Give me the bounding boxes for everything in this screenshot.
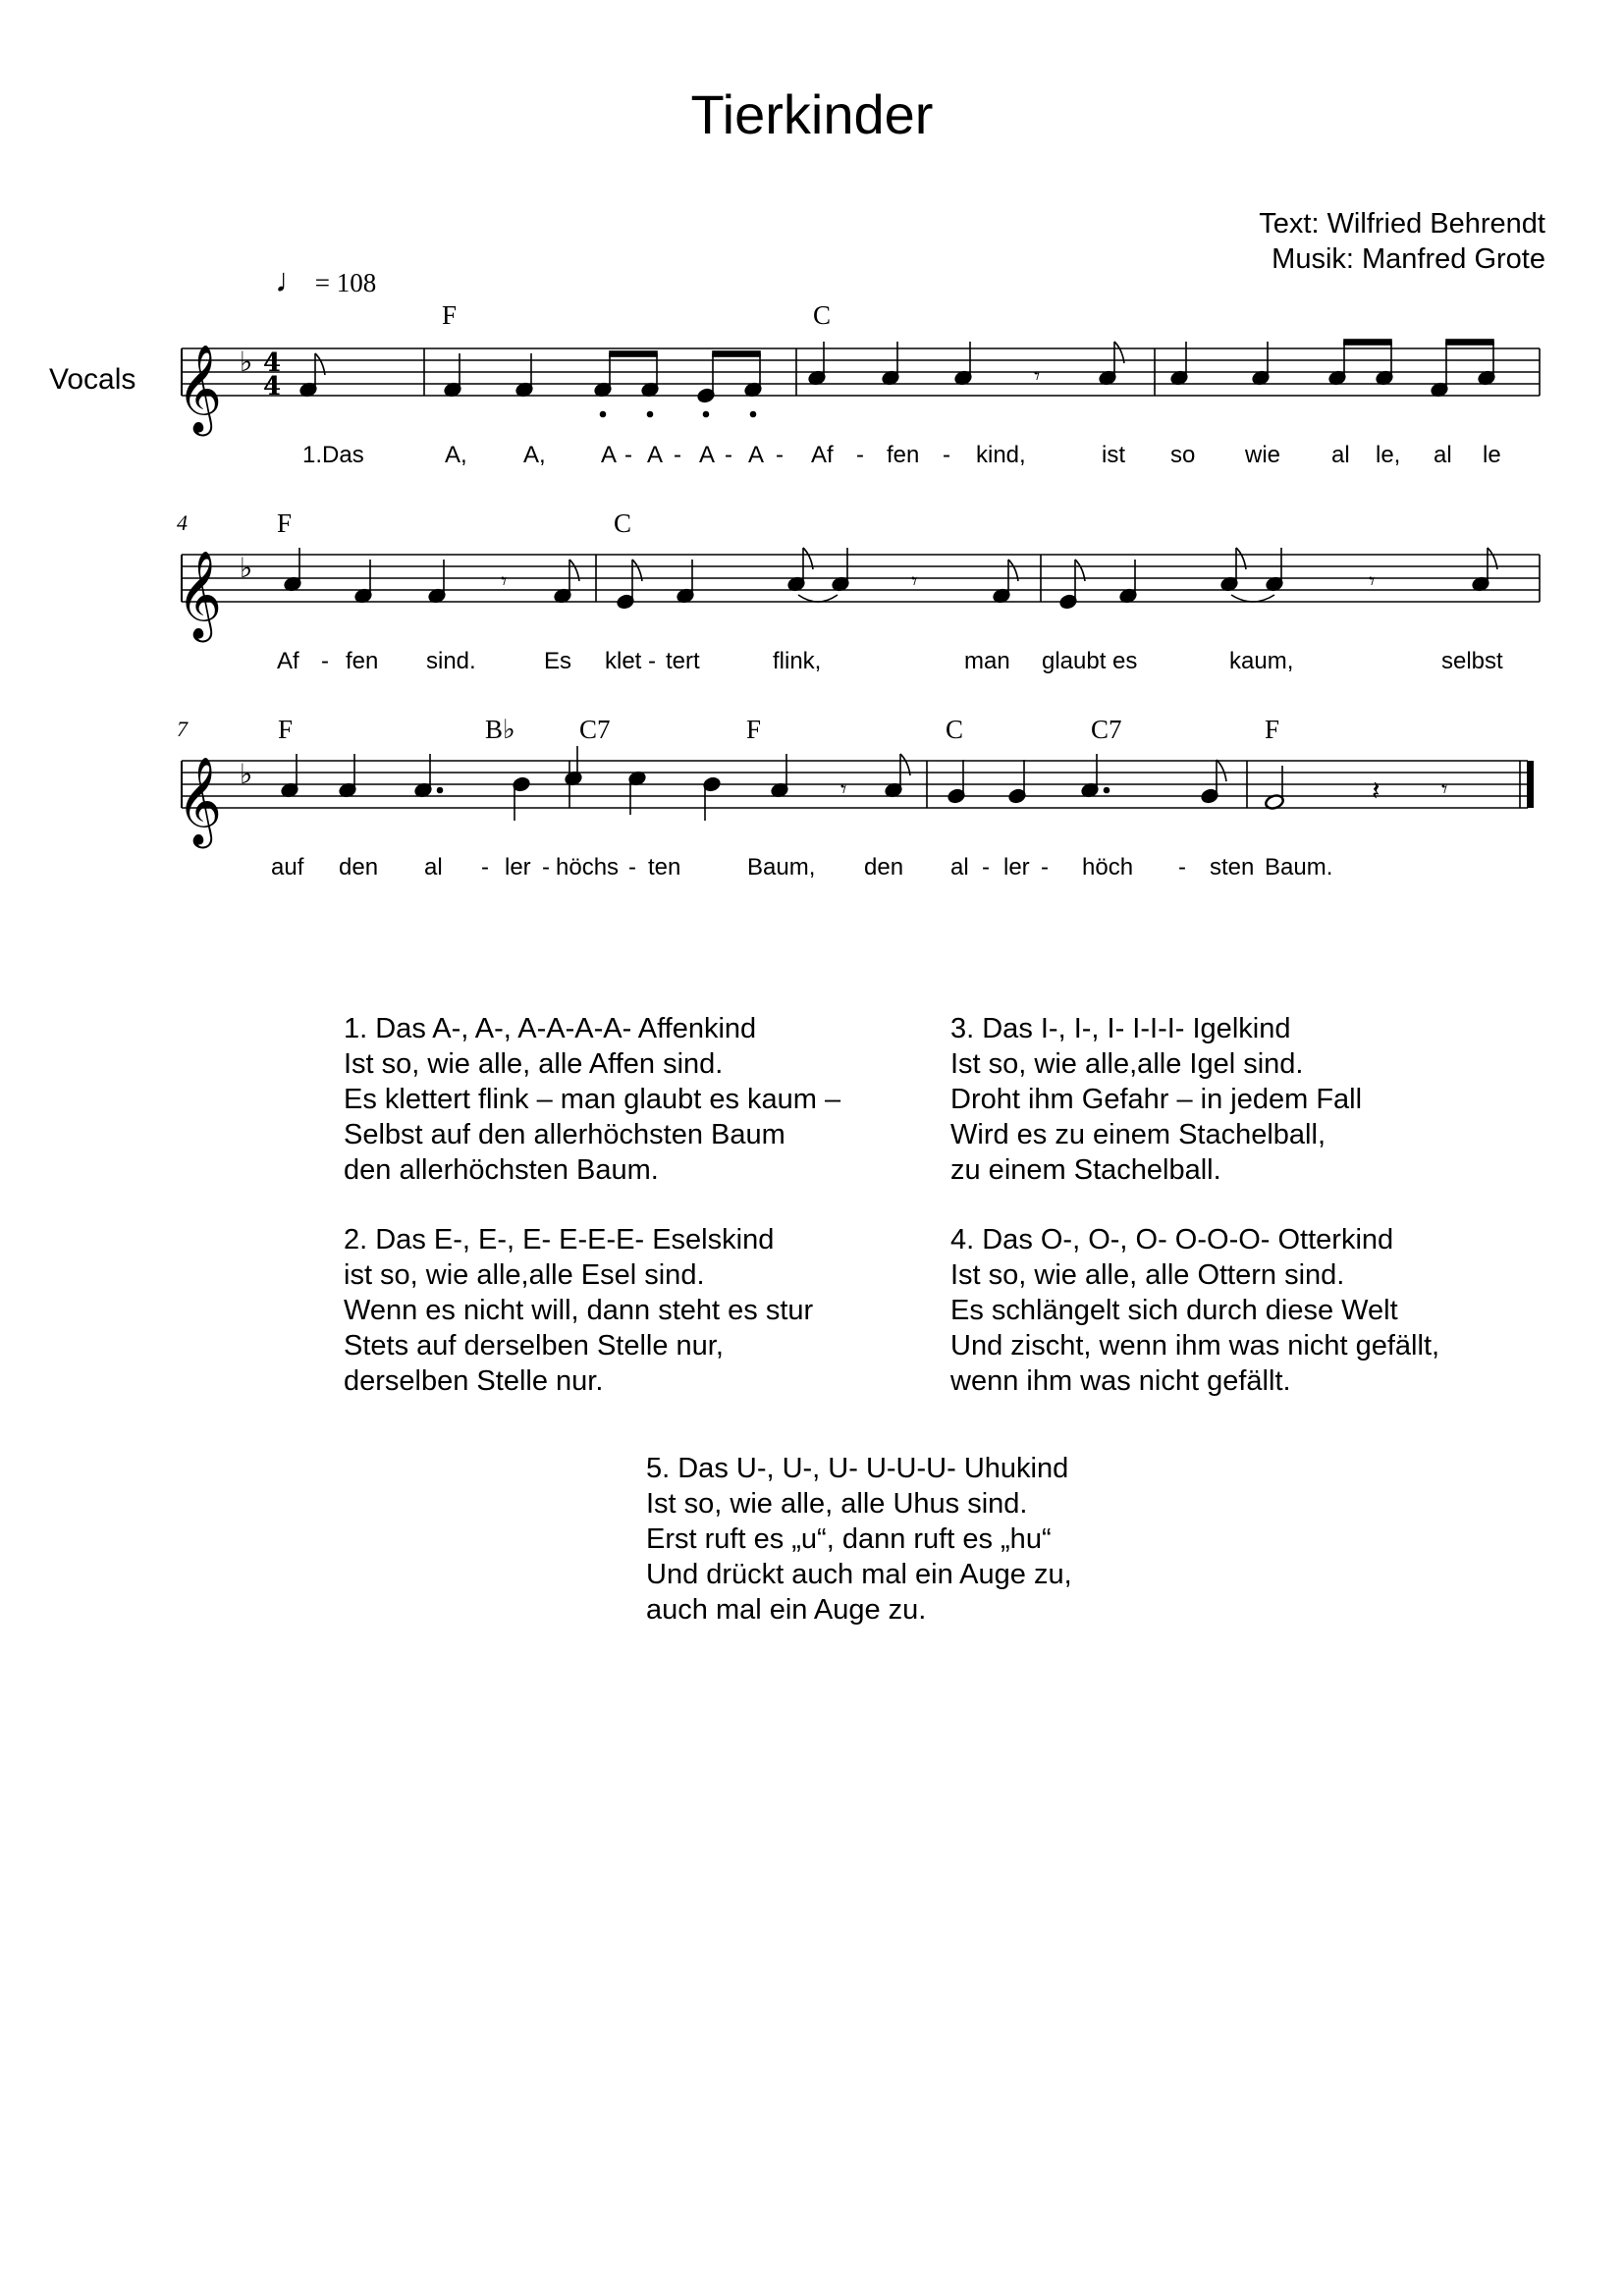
verse-4 [950,1222,1439,1399]
chord-symbol: C7 [579,715,611,744]
lyric-hyphen: - [982,854,990,881]
verse-line: den allerhöchsten Baum. [344,1154,659,1186]
lyric-syllable: al [1331,442,1350,468]
lyric-syllable: Af [811,442,834,468]
lyric-syllable: kind, [976,442,1026,468]
verse-line: wenn ihm was nicht gefällt. [950,1365,1291,1397]
lyric-syllable: höchs [556,854,620,881]
lyric-syllable: ist [1102,442,1125,468]
staff-system-3 [182,761,1534,808]
verse-line: Ist so, wie alle, alle Ottern sind. [950,1259,1345,1291]
lyricist-credit: Text: Wilfried Behrendt [1259,208,1545,240]
lyric-syllable: le, [1376,442,1401,468]
treble-clef-icon: 𝄞 [177,757,223,845]
verse-line: auch mal ein Auge zu. [646,1594,927,1626]
verse-line: Es schlängelt sich durch diese Welt [950,1295,1398,1326]
chord-symbol: C [813,300,832,330]
verse-1 [344,1011,840,1188]
staff-system-2 [182,555,1540,602]
chord-symbol: F [746,715,762,744]
chord-symbol: B♭ [485,715,515,744]
lyric-hyphen: - [624,442,632,468]
verse-line: Selbst auf den allerhöchsten Baum [344,1119,785,1150]
lyric-syllable: Es [544,648,572,674]
lyric-syllable: A [601,442,618,468]
lyric-syllable: al [950,854,969,881]
chord-symbol: C [946,715,964,744]
lyric-syllable: den [864,854,904,881]
verse-line: 5. Das U-, U-, U- U-U-U- Uhukind [646,1453,1069,1484]
lyric-syllable: sten [1210,854,1255,881]
svg-text:𝄾: 𝄾 [1034,362,1041,390]
lyric-hyphen: - [674,442,681,468]
verse-line: ist so, wie alle,alle Esel sind. [344,1259,705,1291]
treble-clef-icon: 𝄞 [177,345,223,433]
lyric-syllable: ten [648,854,681,881]
lyric-syllable: selbst [1441,648,1503,674]
treble-clef-icon: 𝄞 [177,551,223,639]
lyric-hyphen: - [943,442,950,468]
verse-3 [950,1011,1362,1188]
verse-line: Wird es zu einem Stachelball, [950,1119,1326,1150]
svg-text:𝄾: 𝄾 [1369,567,1376,595]
lyric-syllable: so [1170,442,1196,468]
svg-text:𝄽: 𝄽 [1372,774,1380,807]
lyric-syllable: ler [505,854,531,881]
flat-key-signature-icon: ♭ [240,552,253,584]
verse-line: derselben Stelle nur. [344,1365,604,1397]
composer-credit: Musik: Manfred Grote [1272,243,1545,275]
verse-line: Stets auf derselben Stelle nur, [344,1330,724,1362]
chord-symbol: C7 [1091,715,1122,744]
lyric-syllable: 1.Das [302,442,364,468]
chord-symbol: C [614,508,632,538]
lyric-syllable: sind. [426,648,476,674]
verse-line: 1. Das A-, A-, A-A-A-A- Affenkind [344,1013,757,1044]
verse-line: Wenn es nicht will, dann steht es stur [344,1295,814,1326]
lyric-syllable: flink, [773,648,822,674]
verse-2 [344,1222,813,1399]
measure-number: 7 [177,717,188,741]
notes-system-3 [280,754,1447,821]
lyric-syllable: le [1483,442,1501,468]
flat-key-signature-icon: ♭ [240,758,253,790]
tempo-value: = 108 [314,268,377,297]
verse-line: Ist so, wie alle,alle Igel sind. [950,1048,1304,1080]
lyric-syllable: tert [666,648,700,674]
verse-line: Und drückt auch mal ein Auge zu, [646,1559,1072,1590]
chord-symbol: F [277,508,293,538]
lyric-syllable: fen [887,442,920,468]
verse-line: Ist so, wie alle, alle Affen sind. [344,1048,724,1080]
flat-key-signature-icon: ♭ [240,346,253,378]
verse-line: Erst ruft es „u“, dann ruft es „hu“ [646,1523,1052,1555]
chord-symbol: F [442,300,458,330]
time-signature-bottom: 4 [263,372,282,401]
lyric-hyphen: - [648,648,656,674]
chord-symbol: F [1265,715,1280,744]
verse-line: 3. Das I-, I-, I- I-I-I- Igelkind [950,1013,1291,1044]
verse-line: Es klettert flink – man glaubt es kaum – [344,1084,841,1115]
lyric-syllable: al [424,854,443,881]
lyric-hyphen: - [1178,854,1186,881]
time-signature-top: 4 [263,348,282,378]
quarter-note-icon: ♩ [275,263,308,299]
lyric-hyphen: - [321,648,329,674]
lyric-syllable: man [964,648,1010,674]
music-notation [0,0,1624,982]
lyric-syllable: kaum, [1229,648,1294,674]
verse-line: zu einem Stachelball. [950,1154,1221,1186]
song-title: Tierkinder [690,83,934,145]
lyric-syllable: Af [277,648,299,674]
lyric-syllable: A, [523,442,546,468]
lyric-syllable: ler [1003,854,1030,881]
verse-line: Ist so, wie alle, alle Uhus sind. [646,1488,1028,1520]
lyric-syllable: A [748,442,765,468]
svg-text:𝄾: 𝄾 [840,775,847,803]
lyric-syllable: A, [445,442,467,468]
measure-number: 4 [177,510,188,535]
verse-line: Und zischt, wenn ihm was nicht gefällt, [950,1330,1440,1362]
svg-text:𝄾: 𝄾 [1441,775,1448,803]
lyric-hyphen: - [481,854,489,881]
lyric-syllable: Baum, [747,854,816,881]
lyric-hyphen: - [628,854,636,881]
lyric-hyphen: - [542,854,550,881]
lyric-hyphen: - [725,442,732,468]
lyric-syllable: klet [605,648,642,674]
verse-5 [646,1451,1072,1628]
lyric-syllable: höch [1082,854,1134,881]
lyric-syllable: al [1434,442,1452,468]
lyric-syllable: fen [346,648,379,674]
lyric-hyphen: - [776,442,784,468]
svg-text:𝄾: 𝄾 [911,567,918,595]
verse-line: 4. Das O-, O-, O- O-O-O- Otterkind [950,1224,1394,1255]
lyric-syllable: den [339,854,379,881]
lyric-syllable: Baum. [1265,854,1333,881]
lyric-syllable: auf [271,854,304,881]
lyric-hyphen: - [1041,854,1049,881]
chord-symbol: F [278,715,294,744]
verse-line: 2. Das E-, E-, E- E-E-E- Eselskind [344,1224,775,1255]
lyric-syllable: wie [1245,442,1281,468]
instrument-label: Vocals [49,363,136,396]
notes-system-1 [298,340,1495,417]
lyric-hyphen: - [856,442,864,468]
svg-text:𝄾: 𝄾 [501,567,508,595]
lyric-syllable: glaubt es [1042,648,1138,674]
verse-line: Droht ihm Gefahr – in jedem Fall [950,1084,1363,1115]
lyric-syllable: A [699,442,716,468]
lyric-syllable: A [647,442,664,468]
